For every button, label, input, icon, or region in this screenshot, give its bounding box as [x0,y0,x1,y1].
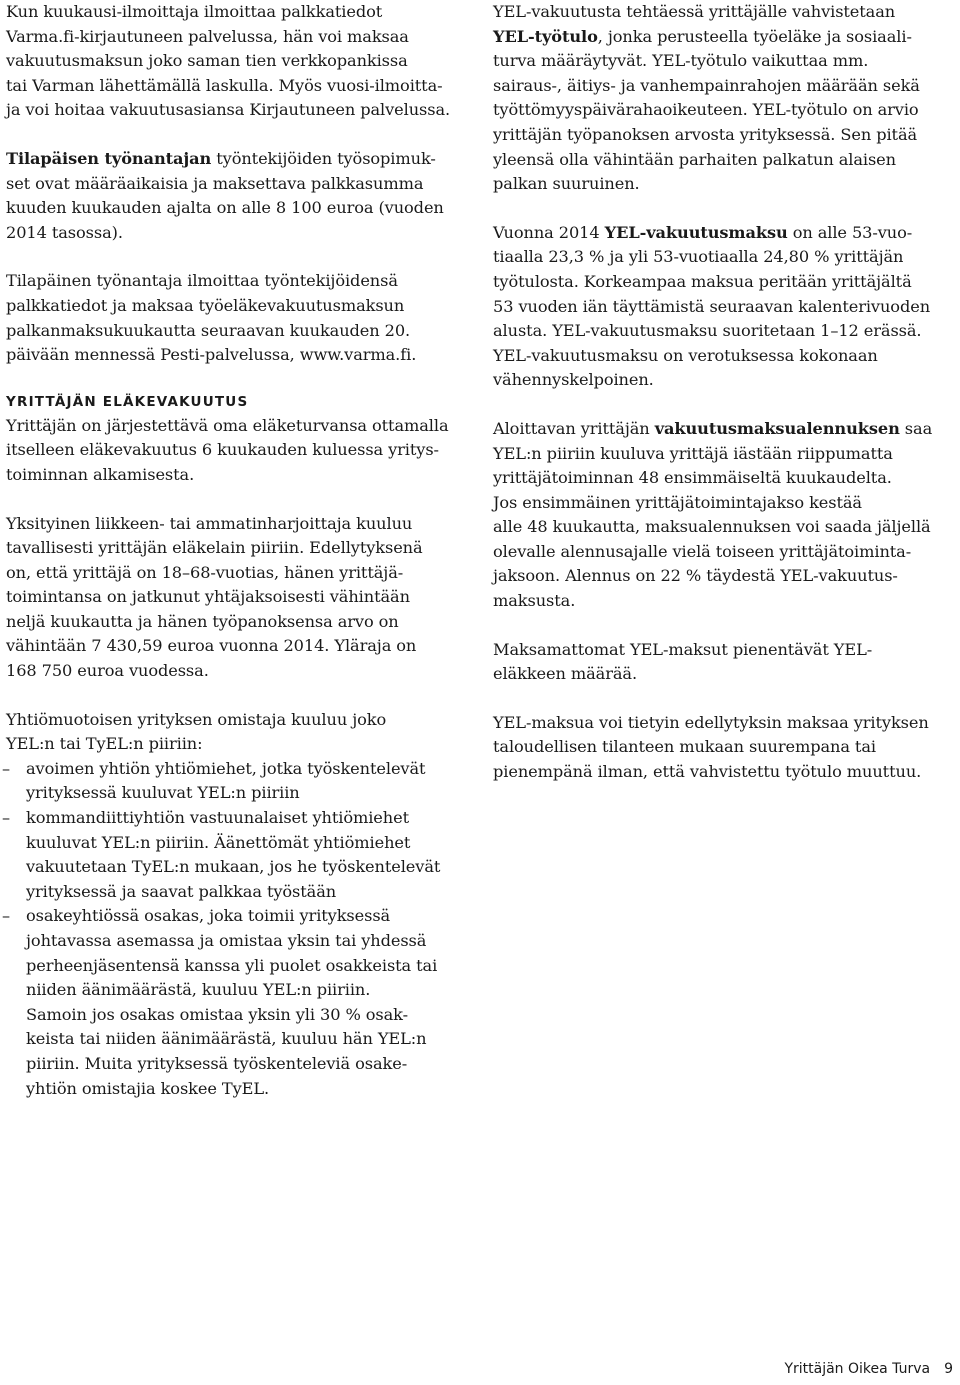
text-line: työtulosta. Korkeampaa maksua peritään yrittäjältä [493,271,912,291]
text-line: yrityksessä kuuluvat YEL:n piiriin [26,783,300,803]
text-line: – osakeyhtiössä osakas, joka toimii yrityksessä [26,906,391,926]
text-line: eläkkeen määrää. [493,664,637,684]
text-line: kuuluvat YEL:n piiriin. Äänettömät yhtiömiehet [26,832,411,852]
text-line: Jos ensimmäinen yrittäjätoimintajakso kestää [493,492,862,512]
dash-list-item [6,904,466,1101]
text-line: Yrittäjän on järjestettävä oma eläketurvansa ottamalla [6,415,449,435]
text-line: keista tai niiden äänimäärästä, kuuluu hän YEL:n [26,1029,427,1049]
text-line: yleensä olla vähintään parhaiten palkatun alaisen [493,149,896,169]
text-line: Maksamattomat YEL-maksut pienentävät YEL- [493,639,873,659]
text-line: niiden äänimäärästä, kuuluu YEL:n piiriin. [26,980,371,1000]
text-span: Vuonna 2014 [493,222,605,242]
text-line: turva määräytyvät. YEL-työtulo vaikuttaa mm. [493,51,869,71]
paragraph-kuukausi-ilmoittaja [6,0,466,123]
paragraph-maksamattomat [493,638,943,687]
text-line: yrittäjän työpanoksen arvosta yrityksessä. Sen pitää [493,124,918,144]
text-span: , jonka perusteella työeläke ja sosiaali- [597,26,912,46]
text-line: olevalle alennusajalle vielä toiseen yrittäjätoiminta- [493,541,912,561]
right-column [493,0,943,785]
text-line: vakuutetaan TyEL:n mukaan, jos he työskentelevät [26,857,441,877]
text-line: YEL-vakuutusta tehtäessä yrittäjälle vahvistetaan [493,2,896,21]
text-line: Yksityinen liikkeen- tai ammatinharjoittaja kuuluu [6,513,413,533]
text-line: yrittäjätoiminnan 48 ensimmäiseltä kuukaudelta. [493,468,892,488]
text-line: neljä kuukautta ja hänen työpanoksensa arvo on [6,611,399,631]
text-line: pienempänä ilman, että vahvistettu työtulo muuttuu. [493,762,922,782]
text-line: tavallisesti yrittäjän eläkelain piiriin. Edellytyksenä [6,538,423,558]
text-line: ja voi hoitaa vakuutusasiansa Kirjautuneen palvelussa. [6,100,451,120]
text-line: päivään mennessä Pesti-palvelussa, www.varma.fi. [6,345,417,365]
text-line [493,25,943,50]
text-line: – avoimen yhtiön yhtiömiehet, jotka työskentelevät [26,758,426,778]
text-line: työttömyyspäivärahaoikeuteen. YEL-työtulo on arvio [493,100,919,120]
text-span: on alle 53-vuo- [787,222,913,242]
paragraph-maksualennus [493,417,943,614]
text-line: kuuden kuukauden ajalta on alle 8 100 euroa (vuoden [6,198,444,218]
text-line: 2014 tasossa). [6,222,123,242]
left-column [6,0,466,1101]
text-line: YEL-vakuutusmaksu on verotuksessa kokonaan [493,345,878,365]
text-line: Varma.fi-kirjautuneen palvelussa, hän voi maksaa [6,26,409,46]
paragraph-tilapainen-tyonantaja [6,147,466,245]
text-line: vakuutusmaksun joko saman tien verkkopankissa [6,51,408,71]
dash-list-item [6,806,466,904]
text-line: maksusta. [493,591,576,611]
text-line: Samoin jos osakas omistaa yksin yli 30 % osak- [26,1004,408,1024]
text-line: toiminnan alkamisesta. [6,464,195,484]
bold-term: vakuutusmaksualennuksen [654,418,900,438]
text-line [6,147,466,172]
text-line: – kommandiittiyhtiön vastuunalaiset yhtiömiehet [26,808,409,828]
text-line: sairaus-, äitiys- ja vanhempainrahojen määrään sekä [493,75,920,95]
text-line: alle 48 kuukautta, maksualennuksen voi saada jäljellä [493,517,931,537]
footer-brand: Yrittäjän Oikea Turva [784,1361,931,1377]
text-line: palkanmaksukuukautta seuraavan kuukauden 20. [6,320,411,340]
text-line: tiaalla 23,3 % ja yli 53-vuotiaalla 24,80 % yrittäjän [493,247,904,267]
text-line: 168 750 euroa vuodessa. [6,661,209,681]
bold-term: Tilapäisen työnantajan [6,148,212,168]
text-span: Aloittavan yrittäjän [493,418,655,438]
text-line: yrityksessä ja saavat palkkaa työstään [26,881,337,901]
text-line: palkan suuruinen. [493,174,640,194]
text-line: taloudellisen tilanteen mukaan suurempana tai [493,737,876,757]
bold-term: YEL-vakuutusmaksu [604,222,788,242]
paragraph-yel-vakuutusmaksu [493,221,943,393]
text-line [493,417,943,442]
text-line: tai Varman lähettämällä laskulla. Myös vuosi-ilmoitta- [6,75,443,95]
text-line: set ovat määräaikaisia ja maksettava palkkasumma [6,173,424,193]
text-span: saa [899,418,933,438]
text-line: 53 vuoden iän täyttämistä seuraavan kalenterivuoden [493,296,931,316]
section-heading: YRITTÄJÄN ELÄKEVAKUUTUS [6,393,249,410]
page-number: 9 [944,1361,953,1377]
text-span: työntekijöiden työsopimuk- [211,148,436,168]
text-line: YEL:n tai TyEL:n piiriin: [6,734,203,754]
text-line: yhtiön omistajia koskee TyEL. [26,1078,270,1098]
paragraph-yel-edellytykset [6,512,466,684]
paragraph-pesti-palvelu [6,269,466,367]
text-line: itselleen eläkevakuutus 6 kuukauden kuluessa yritys- [6,440,439,460]
text-line: perheenjäsentensä kanssa yli puolet osakkeista tai [26,955,438,975]
text-line: toimintansa on jatkunut yhtäjaksoisesti vähintään [6,587,410,607]
paragraph-edellytykset-maksu [493,711,943,785]
text-line: piiriin. Muita yrityksessä työskenteleviä osake- [26,1053,408,1073]
text-line: on, että yrittäjä on 18–68-vuotias, hänen yrittäjä- [6,562,404,582]
dash-list-item [6,757,466,806]
text-line: palkkatiedot ja maksaa työeläkevakuutusmaksun [6,295,405,315]
text-line: vähennyskelpoinen. [493,370,654,390]
text-line [493,221,943,246]
paragraph-yel-tyotulo [493,0,943,197]
text-line: alusta. YEL-vakuutusmaksu suoritetaan 1–12 erässä. [493,321,922,341]
text-line: Kun kuukausi-ilmoittaja ilmoittaa palkkatiedot [6,2,383,21]
page-footer [784,1361,953,1377]
paragraph-elaketurva [6,414,466,488]
text-line: jaksoon. Alennus on 22 % täydestä YEL-vakuutus- [493,566,898,586]
text-line: YEL-maksua voi tietyin edellytyksin maksaa yrityksen [493,712,929,732]
bold-term: YEL-työtulo [493,26,598,46]
text-line: Tilapäinen työnantaja ilmoittaa työntekijöidensä [6,271,398,291]
text-line: vähintään 7 430,59 euroa vuonna 2014. Yläraja on [6,636,417,656]
text-line: Yhtiömuotoisen yrityksen omistaja kuuluu joko [6,709,387,729]
paragraph-yhtiomuotoinen [6,708,466,1102]
text-line: johtavassa asemassa ja omistaa yksin tai yhdessä [26,931,427,950]
text-line: YEL:n piiriin kuuluva yrittäjä iästään riippumatta [493,443,893,463]
